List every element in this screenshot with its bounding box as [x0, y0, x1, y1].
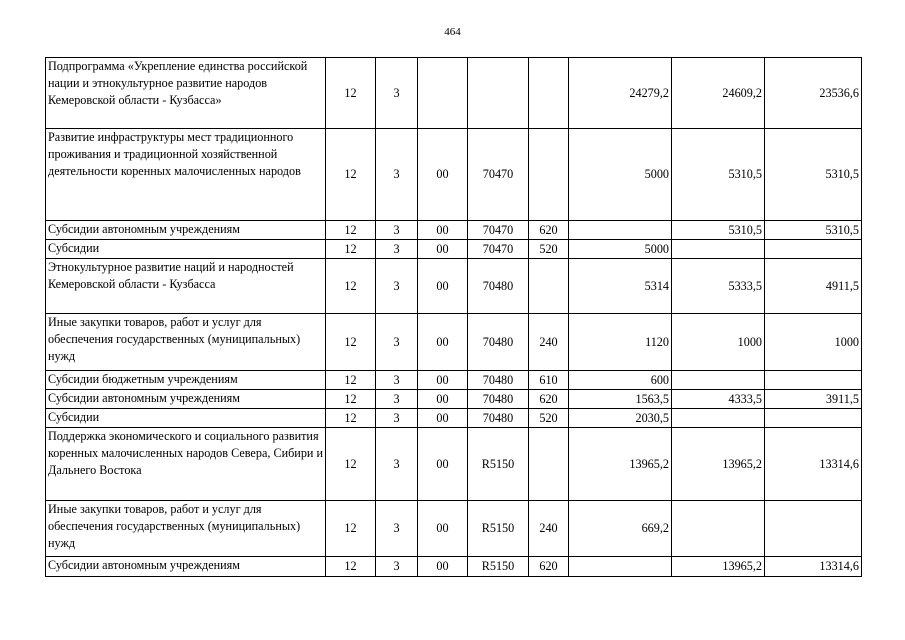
cell-amount-2	[672, 501, 765, 557]
cell-program: 00	[418, 259, 468, 314]
cell-amount-3: 13314,6	[765, 557, 862, 577]
cell-expense-type: 520	[529, 240, 569, 259]
page-number: 464	[444, 26, 461, 38]
cell-expense-type: 620	[529, 557, 569, 577]
cell-article: R5150	[468, 428, 529, 501]
cell-amount-2	[672, 409, 765, 428]
cell-article: R5150	[468, 501, 529, 557]
table-row	[46, 371, 862, 390]
cell-expense-type	[529, 58, 569, 129]
cell-article: 70470	[468, 240, 529, 259]
row-name: Поддержка экономического и социального развития коренных малочисленных народов Севера, Сибири и Дальнего Востока	[46, 428, 326, 501]
row-name: Иные закупки товаров, работ и услуг для обеспечения государственных (муниципальных) нужд	[46, 314, 326, 371]
cell-amount-1: 2030,5	[569, 409, 672, 428]
cell-expense-type	[529, 428, 569, 501]
cell-amount-2	[672, 371, 765, 390]
cell-amount-1: 24279,2	[569, 58, 672, 129]
row-name: Субсидии автономным учреждениям	[46, 221, 326, 240]
row-name: Субсидии	[46, 409, 326, 428]
cell-amount-3	[765, 501, 862, 557]
cell-program: 00	[418, 240, 468, 259]
cell-amount-2: 5310,5	[672, 221, 765, 240]
cell-expense-type	[529, 259, 569, 314]
cell-subsection: 3	[376, 129, 418, 221]
cell-program: 00	[418, 129, 468, 221]
row-name: Субсидии бюджетным учреждениям	[46, 371, 326, 390]
cell-amount-3: 23536,6	[765, 58, 862, 129]
cell-subsection: 3	[376, 557, 418, 577]
cell-amount-1: 5000	[569, 129, 672, 221]
table-row	[46, 129, 862, 221]
cell-amount-2	[672, 240, 765, 259]
cell-program: 00	[418, 557, 468, 577]
cell-expense-type: 520	[529, 409, 569, 428]
cell-expense-type: 240	[529, 501, 569, 557]
cell-amount-3: 1000	[765, 314, 862, 371]
table-row	[46, 428, 862, 501]
cell-amount-2: 5310,5	[672, 129, 765, 221]
cell-amount-1: 600	[569, 371, 672, 390]
cell-subsection: 3	[376, 428, 418, 501]
cell-article: 70480	[468, 390, 529, 409]
cell-program	[418, 58, 468, 129]
table-row	[46, 390, 862, 409]
table-row	[46, 58, 862, 129]
cell-expense-type: 610	[529, 371, 569, 390]
cell-section: 12	[326, 58, 376, 129]
cell-amount-1: 5314	[569, 259, 672, 314]
cell-section: 12	[326, 259, 376, 314]
row-name: Иные закупки товаров, работ и услуг для обеспечения государственных (муниципальных) нужд	[46, 501, 326, 557]
cell-section: 12	[326, 371, 376, 390]
cell-amount-1	[569, 557, 672, 577]
cell-section: 12	[326, 390, 376, 409]
cell-article: 70480	[468, 409, 529, 428]
cell-amount-3	[765, 409, 862, 428]
cell-program: 00	[418, 390, 468, 409]
cell-section: 12	[326, 221, 376, 240]
cell-program: 00	[418, 221, 468, 240]
cell-amount-1: 1563,5	[569, 390, 672, 409]
cell-amount-3: 5310,5	[765, 221, 862, 240]
cell-subsection: 3	[376, 240, 418, 259]
cell-program: 00	[418, 409, 468, 428]
cell-amount-3	[765, 240, 862, 259]
cell-program: 00	[418, 428, 468, 501]
cell-program: 00	[418, 501, 468, 557]
cell-section: 12	[326, 129, 376, 221]
cell-amount-3: 13314,6	[765, 428, 862, 501]
cell-amount-2: 24609,2	[672, 58, 765, 129]
budget-table	[45, 57, 862, 577]
cell-amount-2: 1000	[672, 314, 765, 371]
row-name: Развитие инфраструктуры мест традиционного проживания и традиционной хозяйственной деятельности коренных малочисленных народов	[46, 129, 326, 221]
cell-amount-2: 4333,5	[672, 390, 765, 409]
cell-subsection: 3	[376, 409, 418, 428]
row-name: Этнокультурное развитие наций и народностей Кемеровской области - Кузбасса	[46, 259, 326, 314]
cell-expense-type: 240	[529, 314, 569, 371]
cell-expense-type	[529, 129, 569, 221]
cell-section: 12	[326, 314, 376, 371]
cell-amount-1: 1120	[569, 314, 672, 371]
cell-subsection: 3	[376, 390, 418, 409]
cell-article: 70470	[468, 129, 529, 221]
table-row	[46, 240, 862, 259]
cell-section: 12	[326, 409, 376, 428]
row-name: Субсидии автономным учреждениям	[46, 557, 326, 577]
cell-article: 70480	[468, 314, 529, 371]
table-row	[46, 314, 862, 371]
cell-amount-3: 5310,5	[765, 129, 862, 221]
row-name: Субсидии автономным учреждениям	[46, 390, 326, 409]
cell-amount-1	[569, 221, 672, 240]
table-row	[46, 409, 862, 428]
cell-expense-type: 620	[529, 390, 569, 409]
cell-amount-2: 13965,2	[672, 557, 765, 577]
cell-subsection: 3	[376, 371, 418, 390]
cell-subsection: 3	[376, 501, 418, 557]
cell-amount-1: 5000	[569, 240, 672, 259]
table-row	[46, 501, 862, 557]
cell-amount-2: 5333,5	[672, 259, 765, 314]
table-row	[46, 259, 862, 314]
table-row	[46, 221, 862, 240]
row-name: Субсидии	[46, 240, 326, 259]
cell-article	[468, 58, 529, 129]
cell-amount-3	[765, 371, 862, 390]
cell-article: R5150	[468, 557, 529, 577]
cell-article: 70480	[468, 371, 529, 390]
cell-program: 00	[418, 314, 468, 371]
cell-subsection: 3	[376, 221, 418, 240]
cell-expense-type: 620	[529, 221, 569, 240]
cell-subsection: 3	[376, 259, 418, 314]
cell-amount-1: 669,2	[569, 501, 672, 557]
cell-section: 12	[326, 557, 376, 577]
row-name: Подпрограмма «Укрепление единства российской нации и этнокультурное развитие народов Кемеровской области - Кузбасса»	[46, 58, 326, 129]
cell-subsection: 3	[376, 58, 418, 129]
cell-section: 12	[326, 501, 376, 557]
table-row	[46, 557, 862, 577]
cell-section: 12	[326, 240, 376, 259]
cell-amount-2: 13965,2	[672, 428, 765, 501]
cell-section: 12	[326, 428, 376, 501]
cell-article: 70480	[468, 259, 529, 314]
cell-article: 70470	[468, 221, 529, 240]
cell-amount-1: 13965,2	[569, 428, 672, 501]
cell-amount-3: 3911,5	[765, 390, 862, 409]
cell-amount-3: 4911,5	[765, 259, 862, 314]
cell-program: 00	[418, 371, 468, 390]
cell-subsection: 3	[376, 314, 418, 371]
